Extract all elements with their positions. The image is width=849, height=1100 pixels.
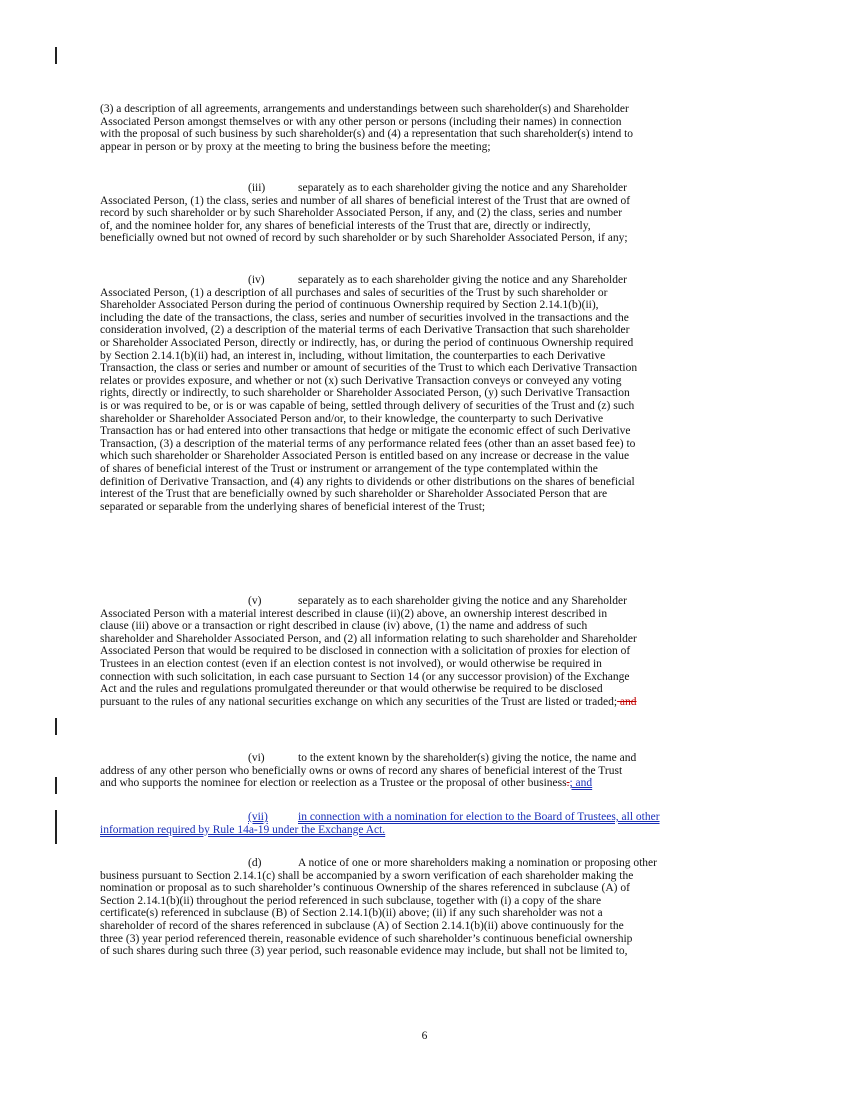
text-line: or Shareholder Associated Person, directly or indirectly, has, or during the period of continuous Ownership required <box>100 336 634 349</box>
text-line: pursuant to the rules of any national securities exchange on which any securities of the Trust are listed or traded; <box>100 695 618 708</box>
text-line: to the extent known by the shareholder(s) giving the notice, the name and <box>298 752 637 764</box>
clause-number: (vi) <box>248 752 265 764</box>
text-line: record by such shareholder or by such Shareholder Associated Person, if any, and (2) the class, series and number <box>100 207 623 220</box>
paragraph-3-tail <box>100 103 745 153</box>
text-line: consideration involved, (2) a description of the material terms of each Derivative Transaction that such shareholder <box>100 324 630 337</box>
text-line: appear in person or by proxy at the meeting to bring the business before the meeting; <box>100 140 491 153</box>
change-bar-item-vi <box>55 777 57 794</box>
text-line: Associated Person amongst themselves or with any other person or persons (including their names) in connection <box>100 115 622 128</box>
text-line: and who supports the nominee for election or reelection as a Trustee or the proposal of other business <box>100 777 567 790</box>
text-line: definition of Derivative Transaction, and (4) any rights to dividends or other distributions on the shares of beneficial <box>100 475 635 488</box>
clause-vi <box>100 752 745 790</box>
text-line: Transaction, the class or series and number or amount of securities of the Trust to which each Derivative Transaction <box>100 362 638 375</box>
text-line: shareholder or Shareholder Associated Person and/or, to their knowledge, the counterparty to such Derivative <box>100 412 604 425</box>
text-line: separately as to each shareholder giving the notice and any Shareholder <box>298 274 627 286</box>
text-line: certificate(s) referenced in subclause (B) of Section 2.14.1(b)(ii) above; (ii) if any such shareholder was not a <box>100 907 603 920</box>
clause-number: (iv) <box>248 274 265 286</box>
clause-d <box>100 857 745 958</box>
text-line: with the proposal of such business by such shareholder(s) and (4) a representation that such shareholder(s) intend to <box>100 128 634 141</box>
text-line: Act and the rules and regulations promulgated thereunder or that would otherwise be required to be disclosed <box>100 683 603 696</box>
change-bar-top <box>55 47 57 64</box>
text-line: Transaction has or had entered into other transactions that hedge or mitigate the economic effect of such Derivative <box>100 425 631 438</box>
deleted-text: and <box>617 695 637 708</box>
clause-iv <box>100 274 745 513</box>
text-line: is or was required to be, or is or was capable of being, settled through delivery of securities of the Trust and (z) such <box>100 399 635 412</box>
clause-number: (vii) <box>248 811 268 823</box>
text-line: Associated Person, (1) the class, series and number of all shares of beneficial interest of the Trust that are owned of <box>100 194 631 207</box>
inserted-text: in connection with a nomination for election to the Board of Trustees, all other <box>298 811 660 823</box>
text-line: including the date of the transactions, the class, series and number of securities involved in the transactions and the <box>100 311 629 324</box>
clause-number: (v) <box>248 595 262 607</box>
text-line: business pursuant to Section 2.14.1(c) shall be accompanied by a sworn verification of each shareholder making the <box>100 869 634 882</box>
text-line: separately as to each shareholder giving the notice and any Shareholder <box>298 182 627 194</box>
text-line: Associated Person with a material interest described in clause (ii)(2) above, an ownership interest described in <box>100 607 608 620</box>
text-line: address of any other person who beneficially owns or owns of record any shares of beneficial interest of the Trust <box>100 764 623 777</box>
text-line: of, and the nominee holder for, any shares of beneficial interests of the Trust that are, directly or indirectly, <box>100 219 591 232</box>
text-line: Shareholder Associated Person during the period of continuous Ownership required by Section 2.14.1(b)(ii), <box>100 299 599 312</box>
text-line: Associated Person, (1) a description of all purchases and sales of securities of the Trust by such shareholder or <box>100 286 608 299</box>
clause-iii <box>100 182 745 245</box>
clause-number: (d) <box>248 857 262 869</box>
text-line: nomination or proposal as to such shareholder’s continuous Ownership of the shares referenced in subclause (A) of <box>100 882 630 895</box>
text-line: relates or provides exposure, and whether or not (x) such Derivative Transaction conveys or conveyed any voting <box>100 374 622 387</box>
text-line: Section 2.14.1(b)(ii) throughout the period referenced in such subclause, together with (i) a copy of the share <box>100 894 602 907</box>
text-line: by Section 2.14.1(b)(ii) had, an interest in, including, without limitation, the counterparties to each Derivative <box>100 349 606 362</box>
text-line: beneficially owned but not owned of record by such shareholder or by such Shareholder Associated Person, if any; <box>100 232 628 245</box>
text-line: shareholder and Shareholder Associated Person, and (2) all information relating to such shareholder and Shareholder <box>100 632 637 645</box>
text-line: three (3) year period referenced therein, reasonable evidence of such shareholder’s continuous beneficial ownership <box>100 932 633 945</box>
text-line: separated or separable from the underlying shares of beneficial interest of the Trust; <box>100 500 486 513</box>
text-line: Transaction, (3) a description of the material terms of any performance related fees (other than an asset based fee) to <box>100 437 636 450</box>
inserted-text: ; and <box>569 777 593 790</box>
change-bar-item-v <box>55 718 57 735</box>
text-line: Trustees in an election contest (even if an election contest is not involved), or would otherwise be required in <box>100 657 602 670</box>
text-line: connection with such solicitation, in each case pursuant to Section 14 (or any successor provision) of the Exchange <box>100 670 630 683</box>
clause-v <box>100 595 745 708</box>
text-line: which such shareholder or Shareholder Associated Person is entitled based on any increase or decrease in the value <box>100 450 630 463</box>
text-line: A notice of one or more shareholders making a nomination or proposing other <box>298 857 657 869</box>
text-line: interest of the Trust that are beneficially owned by such shareholder or Shareholder Associated Person that are <box>100 488 608 501</box>
clause-vii-inserted <box>100 811 745 836</box>
change-bar-item-vii <box>55 810 57 844</box>
text-line: rights, directly or indirectly, to such shareholder or Shareholder Associated Person, (y) such Derivative Transaction <box>100 387 630 400</box>
text-line: of shares of beneficial interest of the Trust or instrument or arrangement of the type contemplated within the <box>100 462 598 475</box>
clause-number: (iii) <box>248 182 266 194</box>
text-line: shareholder of record of the shares referenced in subclause (A) of Section 2.14.1(b)(ii) above continuously for the <box>100 919 624 932</box>
text-line: Associated Person that would be required to be disclosed in connection with a solicitation of proxies for election of <box>100 645 631 658</box>
text-line: clause (iii) above or a transaction or right described in clause (iv) above, (1) the name and address of such <box>100 620 588 633</box>
deleted-text: . <box>566 777 570 790</box>
text-line: of such shares during such three (3) year period, such reasonable evidence may include, but shall not be limited to, <box>100 945 628 958</box>
text-line: separately as to each shareholder giving the notice and any Shareholder <box>298 595 627 607</box>
page-number: 6 <box>421 1030 428 1042</box>
inserted-text: information required by Rule 14a-19 under the Exchange Act. <box>100 823 386 836</box>
text-line: (3) a description of all agreements, arrangements and understandings between such shareholder(s) and Shareholder <box>100 103 629 115</box>
